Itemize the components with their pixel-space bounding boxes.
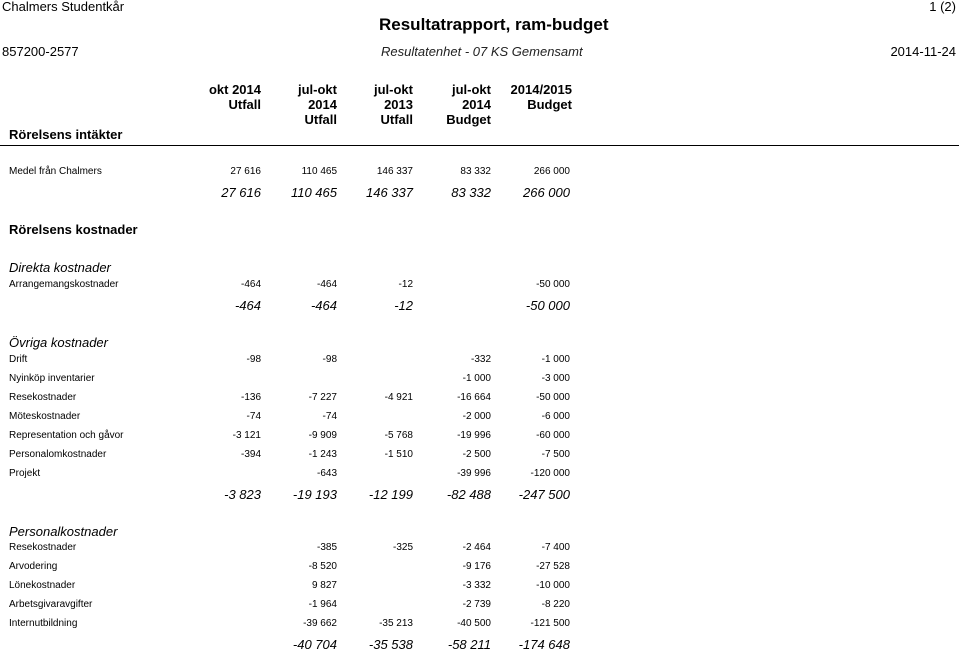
row-value-col-4: 83 332 (460, 166, 491, 177)
row-value-col-1: -394 (240, 449, 261, 460)
row-label: Representation och gåvor (9, 430, 124, 441)
total-value-col-3: 146 337 (366, 185, 413, 200)
row-value-col-1: -74 (246, 411, 261, 422)
row-value-col-4: -9 176 (462, 561, 491, 572)
row-value-col-4: -16 664 (457, 392, 491, 403)
row-value-col-3: 146 337 (376, 166, 413, 177)
row-label: Arrangemangskostnader (9, 279, 119, 290)
row-label: Arvodering (9, 561, 58, 572)
table-row (0, 599, 959, 613)
column-header-4-line-3: Budget (446, 112, 491, 127)
total-value-col-5: -174 648 (518, 637, 570, 652)
row-value-col-4: -2 000 (462, 411, 491, 422)
row-label: Nyinköp inventarier (9, 373, 95, 384)
row-label: Möteskostnader (9, 411, 81, 422)
row-label: Projekt (9, 468, 41, 479)
row-value-col-4: -2 500 (462, 449, 491, 460)
total-value-col-1: -464 (234, 298, 261, 313)
row-label: Resekostnader (9, 392, 77, 403)
column-header-3-line-2: 2013 (384, 97, 413, 112)
report-title: Resultatrapport, ram-budget (379, 15, 609, 34)
row-value-col-5: -27 528 (536, 561, 570, 572)
column-header-3-line-1: jul-okt (374, 82, 413, 97)
table-row (0, 580, 959, 594)
row-value-col-5: -7 500 (541, 449, 570, 460)
row-value-col-4: -19 996 (457, 430, 491, 441)
personnel-costs-total-row (0, 637, 959, 653)
column-header-4-line-1: jul-okt (452, 82, 491, 97)
row-value-col-4: -1 000 (462, 373, 491, 384)
row-value-col-4: -39 996 (457, 468, 491, 479)
row-value-col-2: -385 (316, 542, 337, 553)
table-row (0, 561, 959, 575)
row-value-col-2: -1 243 (308, 449, 337, 460)
row-value-col-3: -12 (398, 279, 413, 290)
column-header-3-line-3: Utfall (380, 112, 413, 127)
row-label: Internutbildning (9, 618, 78, 629)
personnel-costs-heading: Personalkostnader (9, 524, 118, 539)
table-row (0, 166, 959, 180)
report-date: 2014-11-24 (890, 44, 956, 59)
total-value-col-5: 266 000 (523, 185, 570, 200)
table-row (0, 354, 959, 368)
row-value-col-5: -120 000 (530, 468, 570, 479)
organization-name: Chalmers Studentkår (2, 0, 125, 14)
total-value-col-3: -12 199 (368, 487, 413, 502)
row-value-col-2: -98 (322, 354, 337, 365)
total-value-col-2: -464 (310, 298, 337, 313)
row-value-col-3: -4 921 (384, 392, 413, 403)
column-header-5-line-1: 2014/2015 (510, 82, 572, 97)
row-value-col-2: -8 520 (308, 561, 337, 572)
row-label: Lönekostnader (9, 580, 76, 591)
table-row (0, 430, 959, 444)
result-unit: Resultatenhet - 07 KS Gemensamt (381, 44, 583, 59)
row-value-col-2: -74 (322, 411, 337, 422)
total-value-col-3: -12 (394, 298, 413, 313)
total-value-col-4: 83 332 (451, 185, 491, 200)
row-value-col-4: -40 500 (457, 618, 491, 629)
row-value-col-5: -7 400 (541, 542, 570, 553)
total-value-col-5: -247 500 (518, 487, 570, 502)
column-header-1-line-2: Utfall (228, 97, 261, 112)
total-value-col-5: -50 000 (525, 298, 570, 313)
table-row (0, 392, 959, 406)
table-row (0, 542, 959, 556)
row-value-col-5: -10 000 (536, 580, 570, 591)
row-value-col-3: -325 (392, 542, 413, 553)
table-row (0, 411, 959, 425)
row-value-col-2: -464 (316, 279, 337, 290)
row-label: Medel från Chalmers (9, 166, 102, 177)
row-value-col-1: -464 (240, 279, 261, 290)
row-value-col-5: -6 000 (541, 411, 570, 422)
column-header-5-line-2: Budget (527, 97, 572, 112)
row-value-col-2: -643 (316, 468, 337, 479)
row-value-col-5: -1 000 (541, 354, 570, 365)
row-value-col-4: -2 739 (462, 599, 491, 610)
total-value-col-2: -19 193 (292, 487, 337, 502)
other-costs-total-row (0, 487, 959, 503)
row-value-col-4: -3 332 (462, 580, 491, 591)
row-value-col-3: -35 213 (379, 618, 413, 629)
total-value-col-1: 27 616 (221, 185, 261, 200)
total-value-col-4: -58 211 (447, 637, 491, 652)
row-label: Drift (9, 354, 28, 365)
row-label: Personalomkostnader (9, 449, 107, 460)
row-value-col-3: -5 768 (384, 430, 413, 441)
page-number: 1 (2) (929, 0, 956, 14)
direct-costs-heading: Direkta kostnader (9, 260, 111, 275)
row-value-col-5: -3 000 (541, 373, 570, 384)
row-value-col-1: -3 121 (232, 430, 261, 441)
table-row (0, 449, 959, 463)
column-header-4-line-2: 2014 (462, 97, 491, 112)
row-label: Resekostnader (9, 542, 77, 553)
income-total-row (0, 185, 959, 201)
total-value-col-2: 110 465 (290, 185, 337, 200)
row-value-col-5: -8 220 (541, 599, 570, 610)
header-divider (0, 145, 959, 146)
row-value-col-4: -2 464 (462, 542, 491, 553)
table-row (0, 468, 959, 482)
direct-costs-total-row (0, 298, 959, 314)
total-value-col-2: -40 704 (292, 637, 337, 652)
row-label: Arbetsgivaravgifter (9, 599, 93, 610)
table-row (0, 618, 959, 632)
row-value-col-1: -136 (240, 392, 261, 403)
other-costs-heading: Övriga kostnader (9, 335, 108, 350)
total-value-col-4: -82 488 (446, 487, 491, 502)
row-value-col-1: 27 616 (230, 166, 261, 177)
row-value-col-1: -98 (246, 354, 261, 365)
column-header-1-line-1: okt 2014 (208, 82, 261, 97)
column-header-2-line-2: 2014 (308, 97, 337, 112)
row-value-col-2: -7 227 (308, 392, 337, 403)
column-header-2-line-1: jul-okt (298, 82, 337, 97)
row-value-col-5: -121 500 (530, 618, 570, 629)
row-value-col-5: -50 000 (536, 392, 570, 403)
row-value-col-2: 110 465 (301, 166, 337, 177)
row-value-col-5: 266 000 (533, 166, 570, 177)
costs-heading: Rörelsens kostnader (9, 222, 138, 237)
income-heading: Rörelsens intäkter (9, 127, 123, 142)
row-value-col-2: -39 662 (303, 618, 337, 629)
column-header-2-line-3: Utfall (304, 112, 337, 127)
row-value-col-3: -1 510 (384, 449, 413, 460)
row-value-col-2: -1 964 (308, 599, 337, 610)
row-value-col-2: -9 909 (308, 430, 337, 441)
row-value-col-2: 9 827 (311, 580, 337, 591)
row-value-col-5: -50 000 (536, 279, 570, 290)
total-value-col-3: -35 538 (368, 637, 413, 652)
table-row (0, 373, 959, 387)
account-number: 857200-2577 (2, 44, 79, 59)
row-value-col-5: -60 000 (536, 430, 570, 441)
total-value-col-1: -3 823 (224, 487, 261, 502)
row-value-col-4: -332 (470, 354, 491, 365)
table-row (0, 279, 959, 293)
